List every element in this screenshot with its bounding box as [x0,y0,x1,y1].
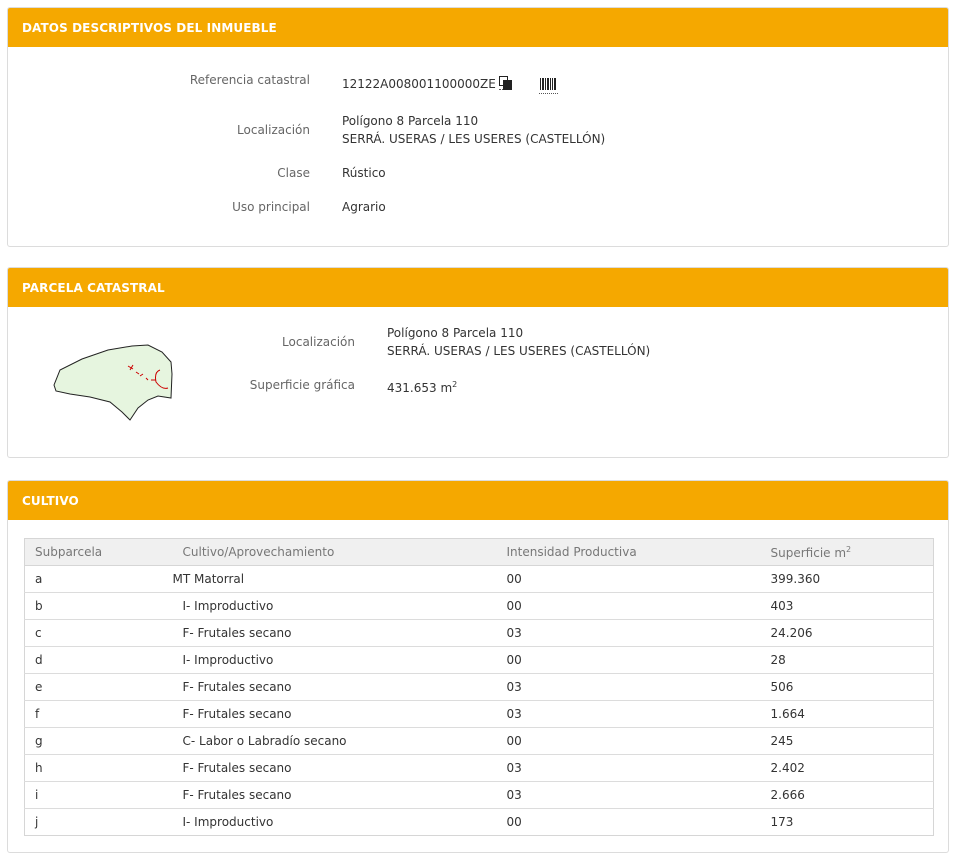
cultivo-cell: I- Improductivo [173,593,497,620]
cultivo-cell: F- Frutales secano [173,620,497,647]
ref-catastral-label: Referencia catastral [189,73,310,87]
cultivo-cell: F- Frutales secano [173,782,497,809]
table-row [25,755,934,782]
intensidad-cell: 03 [497,755,761,782]
uso-principal-value: Agrario [342,200,386,214]
barcode-icon[interactable] [539,77,558,94]
subparcela-cell: j [25,809,173,836]
localizacion-label: Localización [237,123,310,137]
superficie-cell: 2.402 [761,755,934,782]
intensidad-cell: 03 [497,701,761,728]
table-row [25,647,934,674]
cultivo-cell: C- Labor o Labradío secano [173,728,497,755]
superficie-grafica-number: 431.653 m [387,381,453,395]
parcela-localizacion-value [387,324,650,360]
subparcela-cell: f [25,701,173,728]
col-intensidad: Intensidad Productiva [497,539,761,566]
superficie-cell: 173 [761,809,934,836]
superficie-cell: 28 [761,647,934,674]
table-row [25,728,934,755]
parcela-catastral-panel [7,267,949,458]
localizacion-line1: Polígono 8 Parcela 110 [342,114,479,128]
cultivo-cell: F- Frutales secano [173,674,497,701]
col-superficie [761,539,934,566]
uso-principal-label: Uso principal [232,200,310,214]
clase-label: Clase [277,166,310,180]
subparcela-cell: i [25,782,173,809]
col-cultivo: Cultivo/Aprovechamiento [173,539,497,566]
clase-value: Rústico [342,166,386,180]
localizacion-value [342,112,605,148]
superficie-grafica-exp: 2 [452,380,458,389]
table-row [25,782,934,809]
intensidad-cell: 00 [497,647,761,674]
subparcela-cell: d [25,647,173,674]
superficie-cell: 399.360 [761,566,934,593]
superficie-cell: 245 [761,728,934,755]
subparcela-cell: b [25,593,173,620]
intensidad-cell: 03 [497,674,761,701]
cultivo-cell: F- Frutales secano [173,755,497,782]
subparcela-cell: c [25,620,173,647]
col-superficie-label: Superficie m [770,545,847,560]
table-row [25,566,934,593]
datos-descriptivos-header: DATOS DESCRIPTIVOS DEL INMUEBLE [8,8,948,47]
intensidad-cell: 03 [497,782,761,809]
intensidad-cell: 03 [497,620,761,647]
intensidad-cell: 00 [497,593,761,620]
subparcela-cell: h [25,755,173,782]
parcel-map[interactable] [50,342,180,422]
cultivo-panel [7,480,949,853]
subparcela-cell: a [25,566,173,593]
cultivo-cell: I- Improductivo [173,647,497,674]
table-row [25,701,934,728]
superficie-cell: 506 [761,674,934,701]
intensidad-cell: 00 [497,809,761,836]
parcela-localizacion-label: Localización [282,335,355,349]
cultivo-cell: F- Frutales secano [173,701,497,728]
superficie-cell: 403 [761,593,934,620]
intensidad-cell: 00 [497,728,761,755]
ref-catastral-row [342,75,558,94]
localizacion-line2: SERRÁ. USERAS / LES USERES (CASTELLÓN) [342,132,606,146]
intensidad-cell: 00 [497,566,761,593]
col-subparcela: Subparcela [25,539,173,566]
parcela-catastral-header: PARCELA CATASTRAL [8,268,948,307]
superficie-cell: 24.206 [761,620,934,647]
superficie-cell: 2.666 [761,782,934,809]
cultivo-table [24,538,934,836]
subparcela-cell: e [25,674,173,701]
subparcela-cell: g [25,728,173,755]
parcela-localizacion-line1: Polígono 8 Parcela 110 [387,326,524,340]
superficie-grafica-label: Superficie gráfica [249,378,355,392]
table-row [25,674,934,701]
datos-descriptivos-panel [7,7,949,247]
table-row [25,620,934,647]
superficie-cell: 1.664 [761,701,934,728]
table-row [25,593,934,620]
ref-catastral-value: 12122A008001100000ZE [342,77,496,91]
copy-icon[interactable] [499,76,511,90]
table-row [25,809,934,836]
table-header-row [25,539,934,566]
col-superficie-exp: 2 [846,544,852,554]
cultivo-cell: I- Improductivo [173,809,497,836]
cultivo-cell: MT Matorral [173,566,497,593]
parcela-localizacion-line2: SERRÁ. USERAS / LES USERES (CASTELLÓN) [387,344,651,358]
superficie-grafica-value [387,376,457,397]
cultivo-header: CULTIVO [8,481,948,520]
